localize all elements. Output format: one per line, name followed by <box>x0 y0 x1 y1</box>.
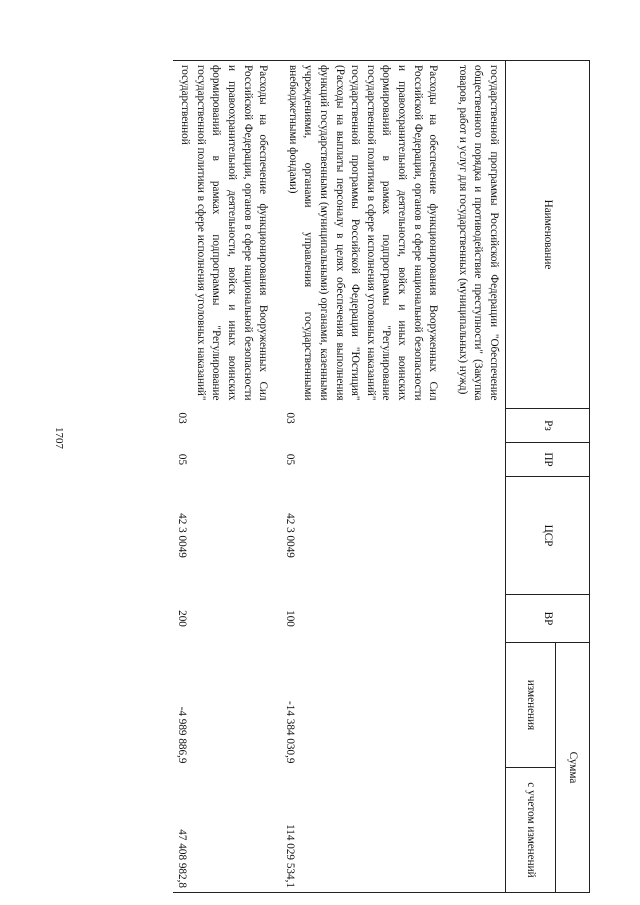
page-number: 1707 <box>53 427 65 449</box>
table-row <box>450 61 505 893</box>
row-change <box>450 643 505 768</box>
budget-table <box>173 60 590 893</box>
row-rz: 03 <box>176 412 189 424</box>
header-rz: Рз <box>506 409 590 443</box>
row-pr <box>450 443 505 477</box>
table-row <box>280 61 450 893</box>
row-change: -14 384 030,9 <box>283 701 296 764</box>
row-vr: 200 <box>176 610 189 627</box>
row-total: 47 408 982,8 <box>173 768 281 893</box>
row-name: Расходы на обеспечение функционирования Вооруженных Сил Российской Федерации, органов в сфере национальной безопасности и правоохранительной деятельности, войск и иных воинских формирований в рамках подпрограммы "Регулирование государственной политики в сфере исполнения уголовных наказаний" государственной программы Российской Федерации "Юстиция" (Расходы на выплаты персоналу в целях обеспечения выполнения функций государственными (муниципальными) органами, казенными учреждениями, органами управления государственными внебюджетными фондами) <box>280 61 450 409</box>
header-name: Наименование <box>506 61 590 409</box>
row-csr: 42 3 0049 <box>283 513 296 558</box>
row-csr <box>450 477 505 595</box>
row-pr: 05 <box>176 453 189 466</box>
rotated-document <box>70 60 590 892</box>
header-vr: ВР <box>506 595 590 643</box>
header-sum-change: изменения <box>506 643 556 768</box>
row-change: -4 989 886,9 <box>176 706 189 764</box>
header-pr: ПР <box>506 443 590 477</box>
row-rz <box>450 409 505 443</box>
row-name: государственной программы Российской Федерации "Обеспечение общественного порядка и противодействие преступности" (Закупка товаров, работ и услуг для государственных (муниципальных) нужд) <box>450 61 505 409</box>
header-sum: Сумма <box>556 643 590 893</box>
row-total: 114 029 534,1 <box>280 768 450 893</box>
row-csr: 42 3 0049 <box>176 513 189 558</box>
row-pr: 05 <box>283 453 296 466</box>
row-vr <box>450 595 505 643</box>
row-total <box>450 768 505 893</box>
table-row <box>173 61 281 893</box>
row-rz: 03 <box>283 412 296 424</box>
header-sum-total: с учетом изменений <box>506 768 556 893</box>
row-name: Расходы на обеспечение функционирования Вооруженных Сил Российской Федерации, органов в сфере национальной безопасности и правоохранительной деятельности, войск и иных воинских формирований в рамках подпрограммы "Регулирование государственной политики в сфере исполнения уголовных наказаний" государственной <box>173 61 281 409</box>
header-csr: ЦСР <box>506 477 590 595</box>
row-vr: 100 <box>283 610 296 627</box>
